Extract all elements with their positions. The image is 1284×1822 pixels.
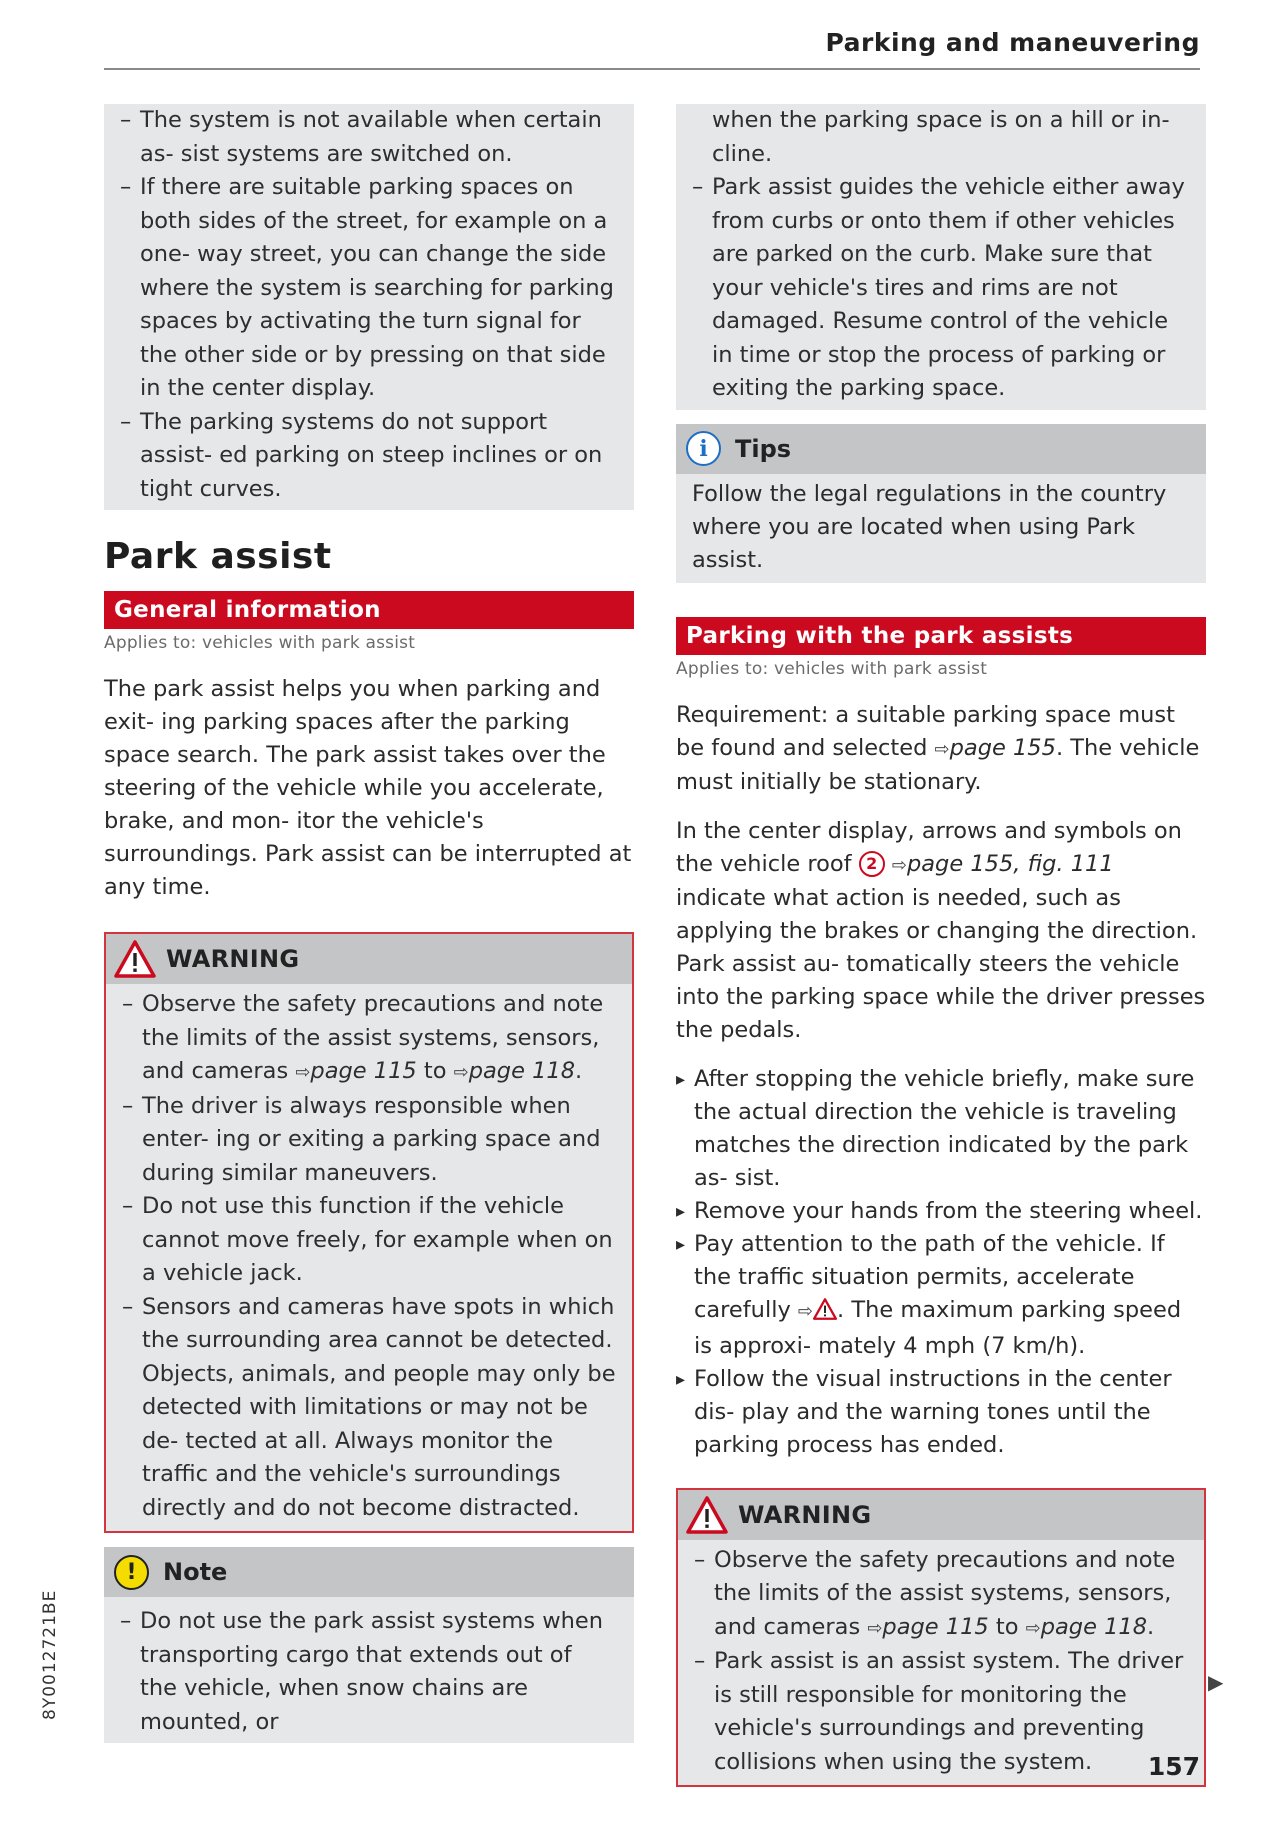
warning-text: to [995,1613,1019,1640]
continued-list [692,104,1186,406]
warning-box [676,1488,1206,1788]
right-column [676,104,1206,1787]
page-reference[interactable]: page 155 [949,734,1056,761]
warning-text: . [575,1058,583,1084]
warning-list [694,1544,1190,1780]
warning-header [678,1490,1204,1540]
list-item: – The system is not available when certain as- sist systems are switched on. [120,104,614,171]
ref-arrow-icon: ⇨ [1025,1617,1041,1639]
body-paragraph [676,815,1206,1047]
left-column [104,104,634,1743]
warning-triangle-icon [114,940,156,978]
page-reference[interactable]: page 118 [1040,1613,1148,1640]
warning-triangle-icon [686,1496,728,1534]
warning-text: Observe the safety precautions and note the limits of the assist systems, sensors, and cameras [142,991,604,1084]
step-list [676,1063,1206,1462]
applies-to-note: Applies to: vehicles with park assist [676,658,988,679]
warning-label: WARNING [738,1500,872,1529]
step-text: . The maximum parking speed is approxi- mately 4 mph (7 km/h). [694,1296,1182,1359]
note-body [104,1597,634,1743]
warning-text: . [1147,1613,1155,1640]
page-reference[interactable]: page 115 [882,1613,989,1640]
warning-header [106,934,632,984]
ref-arrow-icon: ⇨ [934,738,950,760]
step-text: Pay attention to the path of the vehicle. If the traffic situation permits, accelerate carefully [694,1230,1165,1323]
list-item: – Park assist guides the vehicle either away from curbs or onto them if other vehicles are parked on the curb. Make sure that your vehicle's tires and rims are not damaged. Resume control of the vehicle in time or stop the process of parking or exiting the parking space. [692,171,1186,406]
step-item [676,1228,1206,1363]
ref-arrow-icon: ⇨ [891,854,907,876]
continued-list [120,104,614,506]
list-item: – If there are suitable parking spaces on both sides of the street, for example on a one- way street, you can change the side where the system is searching for parking spaces by activating the turn signal for the other side or by pressing on that side in the center display. [120,171,614,406]
paragraph-text: Requirement: a suitable parking space must be found and selected [676,701,1175,761]
warning-box [104,932,634,1533]
exclamation-icon: ! [114,1555,149,1590]
ref-arrow-icon: ⇨ [797,1300,814,1322]
page-reference[interactable]: page 155, fig. 111 [906,850,1114,877]
list-item: – Park assist is an assist system. The driver is still responsible for monitoring the vehicle's surroundings and preventing collisions when using the system. [694,1645,1190,1779]
step-item: ▸ After stopping the vehicle briefly, make sure the actual direction the vehicle is traveling matches the direction indicated by the park as- sist. [676,1063,1206,1195]
ref-arrow-icon: ⇨ [295,1062,311,1083]
warning-text: Observe the safety precautions and note the limits of the assist systems, sensors, and cameras [714,1546,1176,1640]
list-item: – Do not use the park assist systems when transporting cargo that extends out of the vehicle, when snow chains are mounted, or [120,1605,614,1739]
note-box [104,1547,634,1743]
note-label: Note [163,1558,228,1586]
list-item: – The driver is always responsible when enter- ing or exiting a parking space and during similar maneuvers. [122,1090,618,1191]
paragraph-text: . The vehicle must initially be stationary. [676,734,1200,795]
header-rule [104,68,1200,70]
ref-arrow-icon: ⇨ [453,1062,469,1083]
warning-body [678,1540,1204,1786]
page-reference[interactable]: page 115 [310,1058,417,1084]
ref-arrow-icon: ⇨ [867,1617,883,1639]
tips-header [676,424,1206,474]
list-item: – The parking systems do not support assist- ed parking on steep inclines or on tight curves. [120,406,614,507]
tips-label: Tips [735,434,792,463]
continued-notice-box [104,104,634,510]
requirement-paragraph [676,699,1206,799]
step-item: ▸ Follow the visual instructions in the center dis- play and the warning tones until the parking process has ended. [676,1363,1206,1462]
subsection-heading: Parking with the park assists [676,617,1206,655]
note-header [104,1547,634,1597]
body-paragraph: The park assist helps you when parking and exit- ing parking spaces after the parking space search. The park assist takes over the steering of the vehicle while you accelerate, brake, and mon- itor the vehicle's surroundings. Park assist can be interrupted at any time. [104,676,632,900]
info-icon: i [686,431,721,466]
list-item [694,1544,1190,1646]
list-item: – Do not use this function if the vehicle cannot move freely, for example when on a vehicle jack. [122,1190,618,1291]
subsection-heading: General information [104,591,634,629]
warning-list [122,988,618,1525]
list-item: – Sensors and cameras have spots in which the surrounding area cannot be detected. Objects, animals, and people may only be detected with limitations or may not be de- tected at all. Always monitor the traffic and the vehicle's surroundings directly and do not become distracted. [122,1291,618,1526]
warning-text: to [423,1058,447,1084]
warning-body [106,984,632,1531]
warning-label: WARNING [166,945,300,973]
applies-to-note: Applies to: vehicles with park assist [104,633,416,653]
running-header: Parking and maneuvering [825,28,1200,57]
note-list [120,1605,614,1739]
page-number: 157 [1147,1752,1200,1781]
list-item: when the parking space is on a hill or in- cline. [712,107,1170,167]
tips-box [676,424,1206,583]
section-title: Park assist [104,536,332,577]
warning-triangle-icon[interactable] [813,1297,837,1330]
step-item: ▸ Remove your hands from the steering wheel. [676,1195,1206,1228]
callout-number: 2 [859,851,885,877]
continue-arrow-icon: ▶ [1208,1670,1224,1694]
tips-text: Follow the legal regulations in the country where you are located when using Park assist. [692,480,1167,573]
continued-notice-box [676,104,1206,410]
paragraph-text: indicate what action is needed, such as applying the brakes or changing the direction. Park assist au- tomatically steers the vehicle into the parking space while the driver presses the pedals. [676,884,1206,1043]
list-item [122,988,618,1090]
document-code: 8Y0012721BE [40,1589,60,1720]
paragraph-text: In the center display, arrows and symbols on the vehicle roof [676,817,1182,877]
page-reference[interactable]: page 118 [468,1058,576,1084]
